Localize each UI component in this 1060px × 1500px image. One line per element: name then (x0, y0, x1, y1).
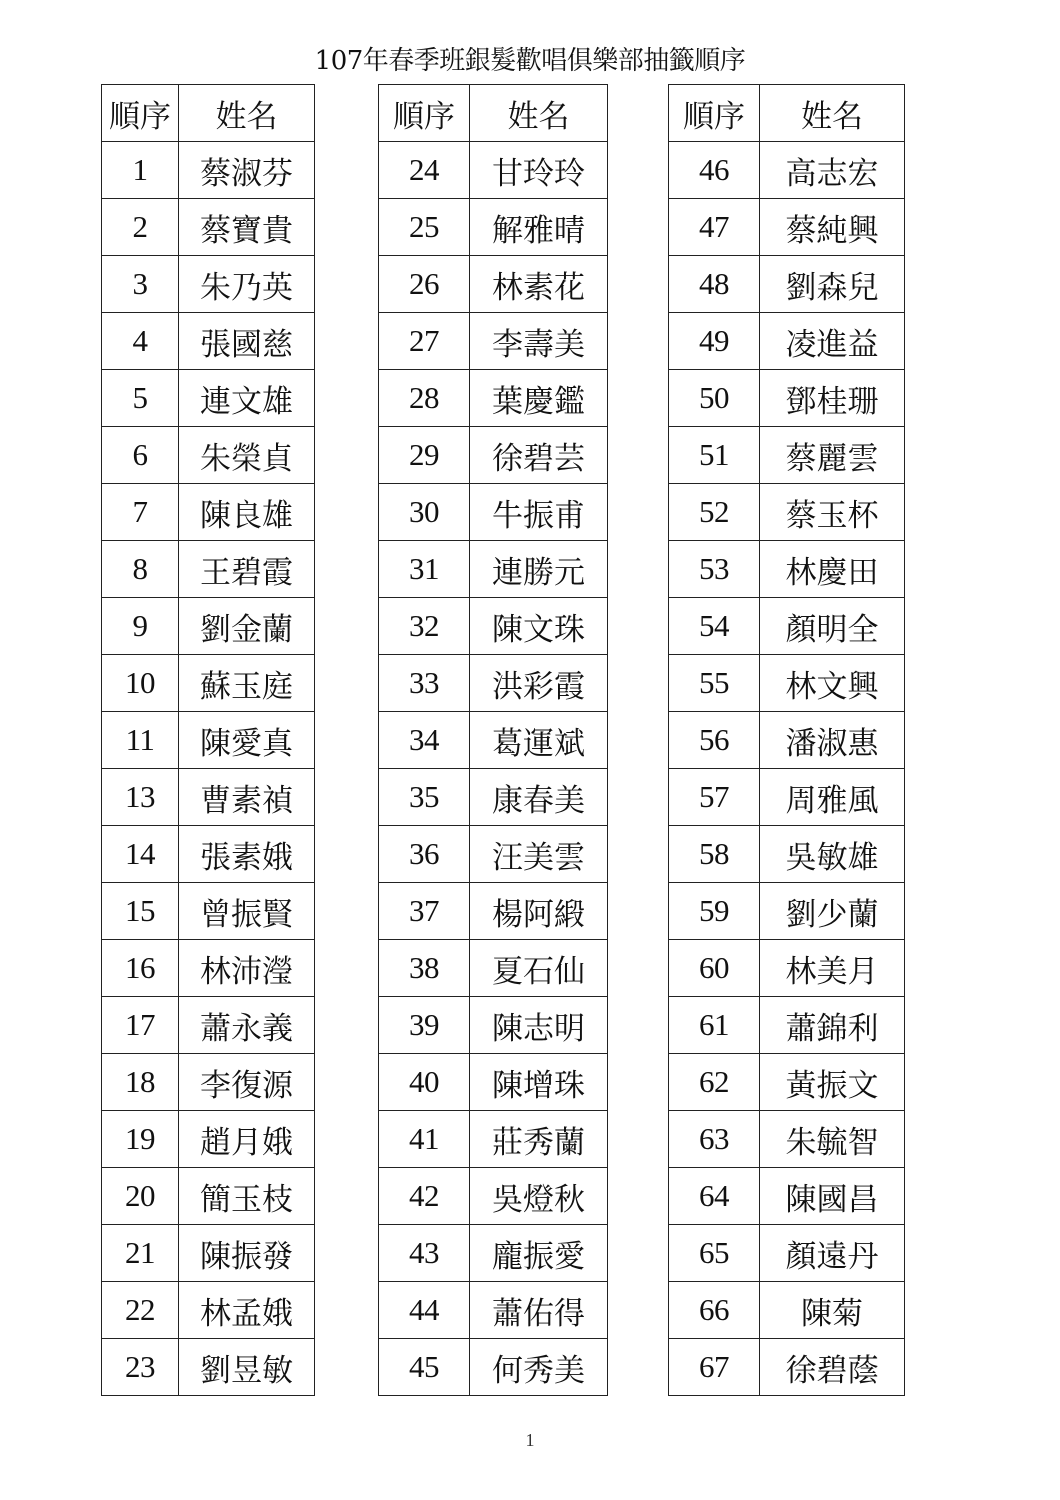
table-row (379, 142, 608, 199)
participant-name-cell: 蔡玉杯 (760, 484, 905, 541)
table-row (379, 199, 608, 256)
participant-name-cell: 曾振賢 (179, 883, 315, 940)
participant-name-cell: 朱乃英 (179, 256, 315, 313)
table-row (379, 256, 608, 313)
participant-name-cell: 蕭錦利 (760, 997, 905, 1054)
participant-name-cell: 趙月娥 (179, 1111, 315, 1168)
name-column-header: 姓名 (470, 85, 608, 142)
participant-name-cell: 林素花 (470, 256, 608, 313)
order-number-cell: 46 (669, 142, 760, 199)
table-row (379, 940, 608, 997)
order-number-cell: 24 (379, 142, 470, 199)
table-row (379, 655, 608, 712)
participant-name-cell: 夏石仙 (470, 940, 608, 997)
participant-name-cell: 洪彩霞 (470, 655, 608, 712)
order-number-cell: 21 (102, 1225, 179, 1282)
table-row (379, 541, 608, 598)
table-row (102, 883, 315, 940)
participant-name-cell: 張素娥 (179, 826, 315, 883)
order-number-cell: 14 (102, 826, 179, 883)
order-number-cell: 10 (102, 655, 179, 712)
table-row (102, 370, 315, 427)
table-row (669, 1054, 905, 1111)
participant-name-cell: 蔡淑芬 (179, 142, 315, 199)
draw-order-table-1 (101, 84, 315, 1396)
participant-name-cell: 顏明全 (760, 598, 905, 655)
participant-name-cell: 汪美雲 (470, 826, 608, 883)
order-number-cell: 31 (379, 541, 470, 598)
participant-name-cell: 林美月 (760, 940, 905, 997)
order-number-cell: 64 (669, 1168, 760, 1225)
table-header-row (379, 85, 608, 142)
participant-name-cell: 張國慈 (179, 313, 315, 370)
table-row (102, 712, 315, 769)
order-number-cell: 27 (379, 313, 470, 370)
order-number-cell: 26 (379, 256, 470, 313)
draw-order-table-2 (378, 84, 608, 1396)
participant-name-cell: 林文興 (760, 655, 905, 712)
order-number-cell: 36 (379, 826, 470, 883)
order-number-cell: 22 (102, 1282, 179, 1339)
table-row (669, 826, 905, 883)
table-row (379, 712, 608, 769)
order-number-cell: 60 (669, 940, 760, 997)
table-row (379, 427, 608, 484)
order-number-cell: 1 (102, 142, 179, 199)
table-row (379, 598, 608, 655)
order-number-cell: 11 (102, 712, 179, 769)
table-row (669, 427, 905, 484)
table-row (102, 655, 315, 712)
order-number-cell: 3 (102, 256, 179, 313)
participant-name-cell: 李復源 (179, 1054, 315, 1111)
order-number-cell: 6 (102, 427, 179, 484)
table-row (669, 940, 905, 997)
participant-name-cell: 葛運斌 (470, 712, 608, 769)
table-row (669, 199, 905, 256)
table-row (669, 370, 905, 427)
table-row (669, 1339, 905, 1396)
order-number-cell: 16 (102, 940, 179, 997)
table-row (102, 484, 315, 541)
order-number-cell: 39 (379, 997, 470, 1054)
order-number-cell: 20 (102, 1168, 179, 1225)
participant-name-cell: 陳增珠 (470, 1054, 608, 1111)
order-number-cell: 61 (669, 997, 760, 1054)
page-number: 1 (525, 1430, 535, 1450)
order-number-cell: 17 (102, 997, 179, 1054)
participant-name-cell: 黃振文 (760, 1054, 905, 1111)
participant-name-cell: 林沛瀅 (179, 940, 315, 997)
order-number-cell: 7 (102, 484, 179, 541)
participant-name-cell: 曹素禎 (179, 769, 315, 826)
order-number-cell: 51 (669, 427, 760, 484)
order-number-cell: 47 (669, 199, 760, 256)
participant-name-cell: 劉少蘭 (760, 883, 905, 940)
table-header-row (102, 85, 315, 142)
order-number-cell: 4 (102, 313, 179, 370)
order-number-cell: 49 (669, 313, 760, 370)
table-row (669, 142, 905, 199)
order-number-cell: 33 (379, 655, 470, 712)
participant-name-cell: 連文雄 (179, 370, 315, 427)
order-number-cell: 19 (102, 1111, 179, 1168)
participant-name-cell: 林慶田 (760, 541, 905, 598)
table-row (102, 1111, 315, 1168)
order-number-cell: 2 (102, 199, 179, 256)
order-number-cell: 23 (102, 1339, 179, 1396)
order-number-cell: 63 (669, 1111, 760, 1168)
participant-name-cell: 蕭佑得 (470, 1282, 608, 1339)
participant-name-cell: 潘淑惠 (760, 712, 905, 769)
order-column-header: 順序 (669, 85, 760, 142)
table-row (669, 598, 905, 655)
order-number-cell: 48 (669, 256, 760, 313)
table-row (379, 997, 608, 1054)
table-row (379, 1168, 608, 1225)
page-title: 107年春季班銀髮歡唱俱樂部抽籤順序 (314, 46, 746, 76)
participant-name-cell: 周雅風 (760, 769, 905, 826)
order-number-cell: 28 (379, 370, 470, 427)
participant-name-cell: 陳良雄 (179, 484, 315, 541)
participant-name-cell: 解雅晴 (470, 199, 608, 256)
participant-name-cell: 蔡麗雲 (760, 427, 905, 484)
table-row (102, 598, 315, 655)
order-number-cell: 40 (379, 1054, 470, 1111)
name-column-header: 姓名 (179, 85, 315, 142)
order-number-cell: 53 (669, 541, 760, 598)
table-row (669, 256, 905, 313)
order-number-cell: 42 (379, 1168, 470, 1225)
participant-name-cell: 劉森兒 (760, 256, 905, 313)
table-row (379, 1054, 608, 1111)
order-number-cell: 54 (669, 598, 760, 655)
table-row (379, 484, 608, 541)
name-column-header: 姓名 (760, 85, 905, 142)
table-row (379, 1282, 608, 1339)
order-number-cell: 38 (379, 940, 470, 997)
table-row (102, 313, 315, 370)
order-number-cell: 44 (379, 1282, 470, 1339)
table-row (379, 1225, 608, 1282)
table-row (669, 541, 905, 598)
participant-name-cell: 葉慶鑑 (470, 370, 608, 427)
draw-order-table-3 (668, 84, 905, 1396)
participant-name-cell: 莊秀蘭 (470, 1111, 608, 1168)
table-row (102, 256, 315, 313)
table-row (379, 370, 608, 427)
participant-name-cell: 林孟娥 (179, 1282, 315, 1339)
order-column-header: 順序 (102, 85, 179, 142)
participant-name-cell: 高志宏 (760, 142, 905, 199)
participant-name-cell: 甘玲玲 (470, 142, 608, 199)
participant-name-cell: 李壽美 (470, 313, 608, 370)
table-row (102, 769, 315, 826)
table-row (379, 313, 608, 370)
table-row (102, 1225, 315, 1282)
order-number-cell: 34 (379, 712, 470, 769)
order-number-cell: 13 (102, 769, 179, 826)
order-number-cell: 56 (669, 712, 760, 769)
participant-name-cell: 蔡寶貴 (179, 199, 315, 256)
table-row (102, 142, 315, 199)
table-row (102, 199, 315, 256)
order-number-cell: 35 (379, 769, 470, 826)
order-number-cell: 37 (379, 883, 470, 940)
order-number-cell: 45 (379, 1339, 470, 1396)
order-number-cell: 29 (379, 427, 470, 484)
participant-name-cell: 徐碧芸 (470, 427, 608, 484)
participant-name-cell: 陳菊 (760, 1282, 905, 1339)
order-number-cell: 15 (102, 883, 179, 940)
table-row (669, 769, 905, 826)
participant-name-cell: 吳敏雄 (760, 826, 905, 883)
order-number-cell: 5 (102, 370, 179, 427)
table-row (102, 826, 315, 883)
participant-name-cell: 陳國昌 (760, 1168, 905, 1225)
participant-name-cell: 蔡純興 (760, 199, 905, 256)
table-row (379, 826, 608, 883)
table-row (669, 1225, 905, 1282)
order-number-cell: 58 (669, 826, 760, 883)
participant-name-cell: 朱毓智 (760, 1111, 905, 1168)
order-column-header: 順序 (379, 85, 470, 142)
table-row (669, 484, 905, 541)
participant-name-cell: 蘇玉庭 (179, 655, 315, 712)
order-number-cell: 32 (379, 598, 470, 655)
participant-name-cell: 顏遠丹 (760, 1225, 905, 1282)
order-number-cell: 67 (669, 1339, 760, 1396)
participant-name-cell: 王碧霞 (179, 541, 315, 598)
table-row (102, 997, 315, 1054)
order-number-cell: 66 (669, 1282, 760, 1339)
participant-name-cell: 陳振發 (179, 1225, 315, 1282)
table-row (669, 997, 905, 1054)
order-number-cell: 43 (379, 1225, 470, 1282)
table-row (669, 1168, 905, 1225)
participant-name-cell: 陳文珠 (470, 598, 608, 655)
order-number-cell: 30 (379, 484, 470, 541)
participant-name-cell: 楊阿緞 (470, 883, 608, 940)
table-row (669, 1111, 905, 1168)
table-row (669, 1282, 905, 1339)
table-row (102, 1168, 315, 1225)
participant-name-cell: 連勝元 (470, 541, 608, 598)
table-row (102, 1054, 315, 1111)
order-number-cell: 59 (669, 883, 760, 940)
order-number-cell: 57 (669, 769, 760, 826)
table-row (379, 769, 608, 826)
table-row (102, 1282, 315, 1339)
table-row (669, 883, 905, 940)
participant-name-cell: 蕭永義 (179, 997, 315, 1054)
participant-name-cell: 鄧桂珊 (760, 370, 905, 427)
participant-name-cell: 陳志明 (470, 997, 608, 1054)
participant-name-cell: 徐碧蔭 (760, 1339, 905, 1396)
order-number-cell: 8 (102, 541, 179, 598)
order-number-cell: 52 (669, 484, 760, 541)
table-header-row (669, 85, 905, 142)
participant-name-cell: 康春美 (470, 769, 608, 826)
order-number-cell: 41 (379, 1111, 470, 1168)
order-number-cell: 50 (669, 370, 760, 427)
participant-name-cell: 劉金蘭 (179, 598, 315, 655)
participant-name-cell: 吳燈秋 (470, 1168, 608, 1225)
order-number-cell: 25 (379, 199, 470, 256)
participant-name-cell: 劉昱敏 (179, 1339, 315, 1396)
table-row (102, 427, 315, 484)
table-row (669, 313, 905, 370)
order-number-cell: 18 (102, 1054, 179, 1111)
order-number-cell: 65 (669, 1225, 760, 1282)
table-row (102, 541, 315, 598)
order-number-cell: 55 (669, 655, 760, 712)
order-number-cell: 9 (102, 598, 179, 655)
table-row (379, 1111, 608, 1168)
order-number-cell: 62 (669, 1054, 760, 1111)
participant-name-cell: 簡玉枝 (179, 1168, 315, 1225)
table-row (379, 1339, 608, 1396)
participant-name-cell: 凌進益 (760, 313, 905, 370)
participant-name-cell: 龐振愛 (470, 1225, 608, 1282)
table-row (379, 883, 608, 940)
table-row (669, 655, 905, 712)
table-row (102, 1339, 315, 1396)
participant-name-cell: 朱榮貞 (179, 427, 315, 484)
participant-name-cell: 牛振甫 (470, 484, 608, 541)
table-row (669, 712, 905, 769)
participant-name-cell: 何秀美 (470, 1339, 608, 1396)
table-row (102, 940, 315, 997)
participant-name-cell: 陳愛真 (179, 712, 315, 769)
